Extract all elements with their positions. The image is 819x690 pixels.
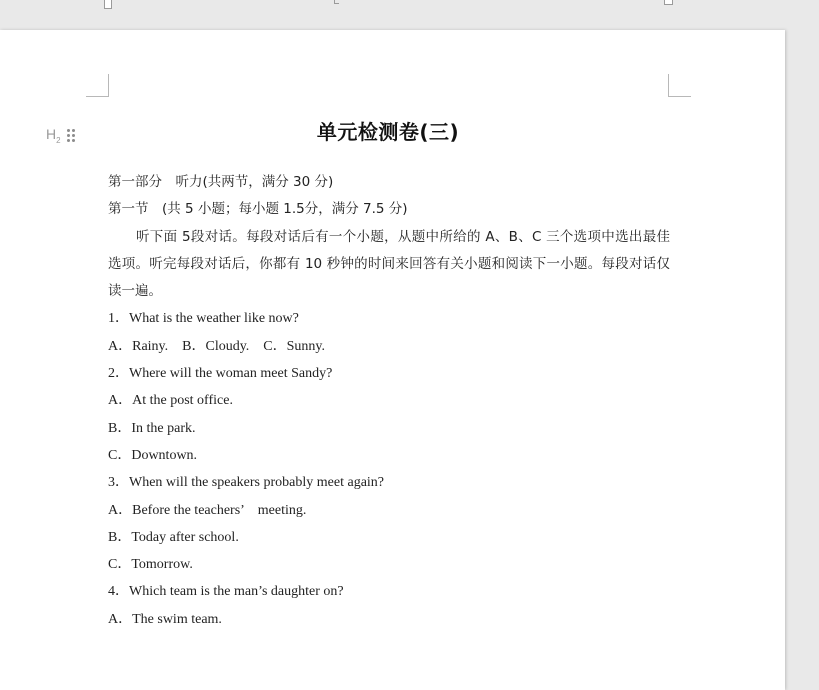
drag-handle-icon[interactable] bbox=[67, 129, 75, 142]
margin-corner-top-left bbox=[86, 74, 109, 97]
question-4-option-a[interactable]: A．The swim team. bbox=[108, 611, 222, 627]
document-title[interactable]: 单元检测卷(三) bbox=[316, 120, 460, 144]
question-2-option-a[interactable]: A．At the post office. bbox=[108, 393, 233, 409]
heading-level-handle[interactable] bbox=[46, 126, 75, 145]
right-indent-marker[interactable] bbox=[664, 0, 673, 5]
heading-level-icon: $H_2$ bbox=[46, 126, 61, 145]
section-heading[interactable]: 第一部分 听力(共两节，满分 30 分) bbox=[108, 174, 334, 190]
left-indent-marker[interactable] bbox=[104, 0, 112, 9]
document-body[interactable] bbox=[108, 169, 670, 633]
question-3-option-c[interactable]: C．Tomorrow. bbox=[108, 557, 193, 573]
question-1[interactable]: 1．What is the weather like now? bbox=[108, 311, 299, 327]
question-3-option-b[interactable]: B．Today after school. bbox=[108, 529, 239, 545]
question-2-option-c[interactable]: C．Downtown. bbox=[108, 447, 198, 463]
question-3-option-a[interactable]: A．Before the teachers’ meeting. bbox=[108, 502, 307, 518]
subsection-heading[interactable]: 第一节 (共 5 小题；每小题 1.5分，满分 7.5 分) bbox=[108, 201, 408, 218]
ruler-tab-stop[interactable] bbox=[334, 0, 339, 4]
margin-corner-top-right bbox=[668, 74, 691, 97]
question-3[interactable]: 3．When will the speakers probably meet again? bbox=[108, 475, 385, 491]
question-1-options[interactable]: A．Rainy. B．Cloudy. C．Sunny. bbox=[108, 338, 326, 354]
question-2-option-b[interactable]: B．In the park. bbox=[108, 420, 196, 436]
question-2[interactable]: 2．Where will the woman meet Sandy? bbox=[108, 366, 333, 382]
instructions-paragraph[interactable]: 听下面 5段对话。每段对话后有一个小题，从题中所给的 A、B、C 三个选项中选出最佳选项。听完每段对话后，你都有 10 秒钟的时间来回答有关小题和阅读下一小题。每段对话仅读一遍。 bbox=[108, 228, 670, 300]
question-4[interactable]: 4．Which team is the man’s daughter on? bbox=[108, 584, 344, 600]
ruler bbox=[0, 0, 819, 8]
